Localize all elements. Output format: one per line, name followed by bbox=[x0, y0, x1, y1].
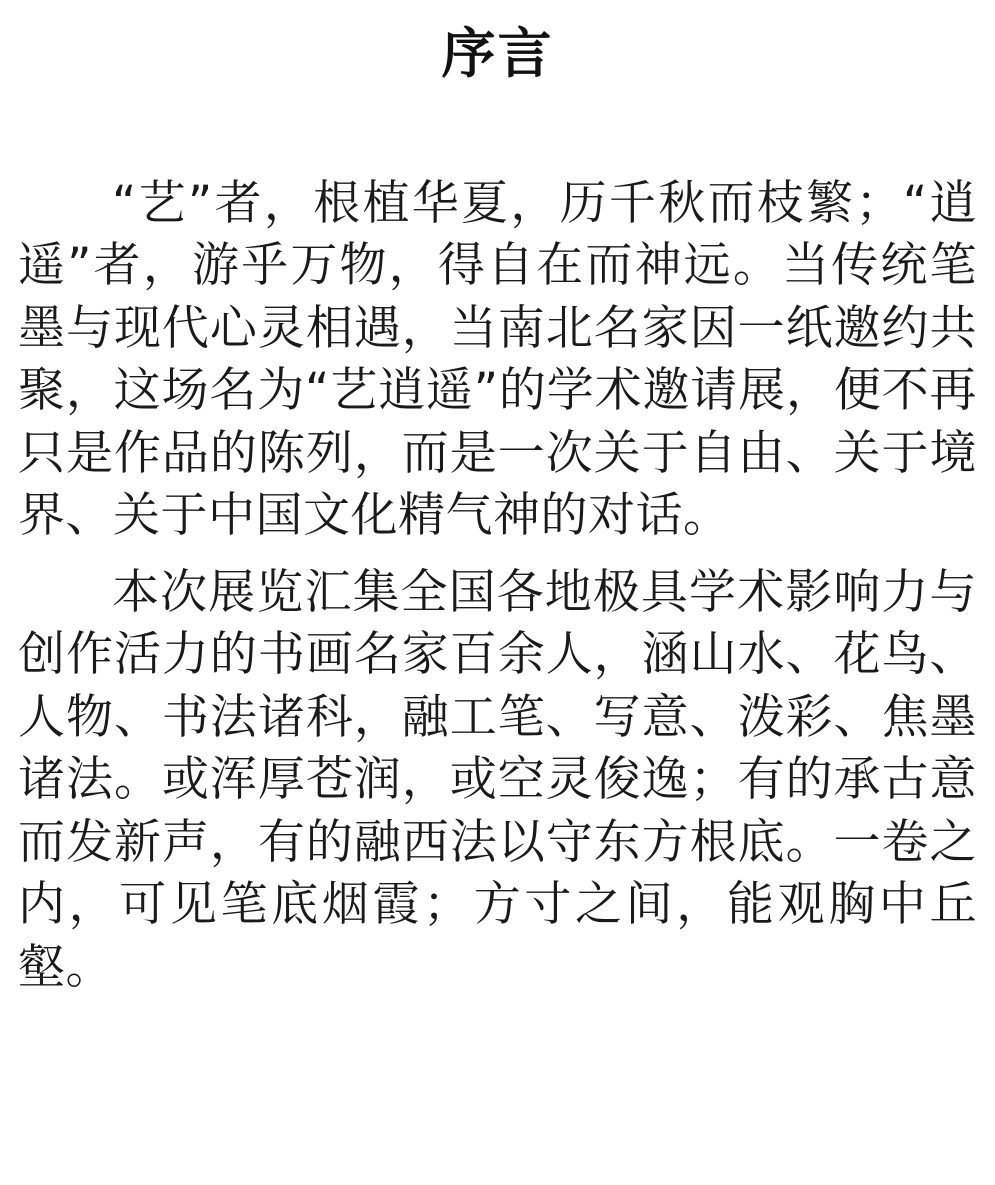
page-title: 序言 bbox=[441, 22, 554, 85]
paragraph-2: 本次展览汇集全国各地极具学术影响力与创作活力的书画名家百余人，涵山水、花鸟、人物、书法诸科，融工笔、写意、泼彩、焦墨诸法。或浑厚苍润，或空灵俊逸；有的承古意而发新声，有的融西法以守东方根底。一卷之内，可见笔底烟霞；方寸之间，能观胸中丘壑。 bbox=[18, 564, 977, 995]
paragraph-1: “艺”者，根植华夏，历千秋而枝繁；“逍遥”者，游乎万物，得自在而神远。当传统笔墨与现代心灵相遇，当南北名家因一纸邀约共聚，这场名为“艺逍遥”的学术邀请展，便不再只是作品的陈列，而是一次关于自由、关于境界、关于中国文化精气神的对话。 bbox=[18, 175, 977, 544]
document-page bbox=[0, 22, 995, 1185]
document-body bbox=[18, 173, 977, 1000]
